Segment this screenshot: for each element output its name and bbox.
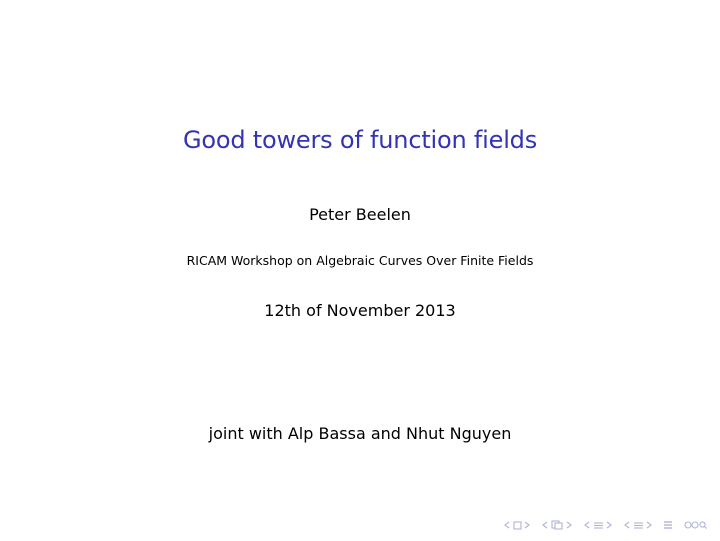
nav-next-frame-arrow-icon[interactable]	[522, 519, 532, 531]
nav-search-icon[interactable]	[682, 519, 708, 531]
nav-next-slide-arrow-icon[interactable]	[644, 519, 654, 531]
nav-next-section-arrow-icon[interactable]	[604, 519, 614, 531]
nav-prev-slide-arrow-icon[interactable]	[622, 519, 632, 531]
nav-slide-icon[interactable]	[632, 519, 644, 531]
institute: RICAM Workshop on Algebraic Curves Over Finite Fields	[186, 253, 534, 268]
collaboration-note: joint with Alp Bassa and Nhut Nguyen	[208, 424, 512, 443]
nav-subsection-icon[interactable]	[550, 519, 564, 531]
nav-prev-frame-arrow-icon[interactable]	[502, 519, 512, 531]
nav-appendix-group	[662, 519, 674, 531]
nav-appendix-icon[interactable]	[662, 519, 674, 531]
nav-slide-group	[622, 519, 654, 531]
nav-search-group	[682, 519, 708, 531]
nav-prev-subsection-arrow-icon[interactable]	[540, 519, 550, 531]
nav-prev-section-arrow-icon[interactable]	[582, 519, 592, 531]
nav-frame-group	[502, 519, 532, 531]
nav-section-group	[582, 519, 614, 531]
nav-frame-icon[interactable]	[512, 519, 522, 531]
author-name: Peter Beelen	[309, 205, 411, 224]
nav-subsection-group	[540, 519, 574, 531]
presentation-date: 12th of November 2013	[264, 301, 456, 320]
slide-title: Good towers of function fields	[182, 126, 538, 154]
beamer-navigation-bar	[496, 517, 708, 533]
nav-section-icon[interactable]	[592, 519, 604, 531]
nav-next-subsection-arrow-icon[interactable]	[564, 519, 574, 531]
